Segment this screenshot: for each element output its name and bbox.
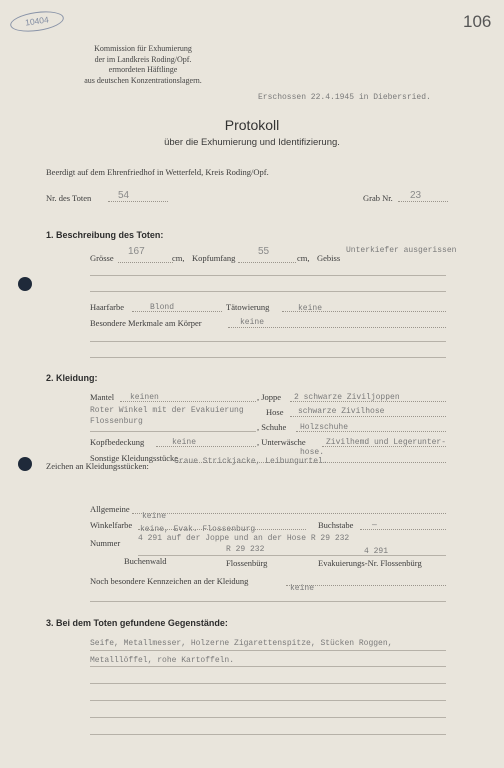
hair-value: Blond [150, 303, 175, 312]
teeth-value: Unterkiefer ausgerissen [346, 246, 457, 255]
angle-color-value: keine, Evak. Flossenburg [140, 525, 256, 534]
marks-label: Besondere Merkmale am Körper [90, 318, 202, 328]
trousers-label: Hose [266, 407, 284, 417]
page-subtitle: über die Exhumierung und Identifizierung. [164, 137, 340, 148]
other-clothing-label: Sonstige Kleidungsstücke [90, 453, 179, 463]
commission-line-2: der im Landkreis Roding/Opf. [94, 54, 192, 64]
buried-line: Beerdigt auf dem Ehrenfriedhof in Wetterfeld, Kreis Roding/Opf. [46, 167, 269, 177]
buchenwald-number-value: R 29 232 [226, 545, 265, 554]
number-value: 4 291 auf der Joppe und an der Hose R 29 232 [138, 534, 350, 543]
col-flossenburg: Flossenbürg [226, 558, 268, 568]
punch-hole-bottom [18, 457, 32, 471]
tattoo-label: Tätowierung [226, 302, 270, 312]
cm-label-1: cm, [172, 253, 185, 263]
grave-number-label: Grab Nr. [363, 193, 393, 203]
jacket-value: 2 schwarze Ziviljoppen [294, 393, 400, 402]
cm-label-2: cm, [297, 253, 310, 263]
head-value: 55 [258, 246, 270, 257]
commission-line-4: aus deutschen Konzentrationslagern. [84, 75, 202, 85]
section-2-heading: 2. Kleidung: [46, 373, 98, 383]
general-label: Allgemeine [90, 504, 130, 514]
number-label: Nummer [90, 538, 121, 548]
col-buchenwald: Buchenwald [124, 556, 167, 566]
underwear-value-1: Zivilhemd und Legerunter- [326, 438, 447, 447]
head-label: Kopfumfang [192, 253, 236, 263]
section-3-heading: 3. Bei dem Toten gefundene Gegenstände: [46, 618, 228, 628]
letter-label: Buchstabe [318, 520, 354, 530]
dead-number-value: 54 [118, 190, 130, 201]
coat-label: Mantel [90, 392, 115, 402]
underwear-value-2: hose. [300, 448, 325, 457]
found-items-line-2: Metalllöffel, rohe Kartoffeln. [90, 656, 235, 665]
underwear-label: , Unterwäsche [257, 437, 306, 447]
page-number: 106 [463, 12, 492, 31]
evacuation-number-value: 4 291 [364, 547, 389, 556]
grave-number-value: 23 [410, 190, 422, 201]
commission-line-1: Kommission für Exhumierung [94, 44, 192, 53]
commission-header [68, 44, 218, 86]
hair-label: Haarfarbe [90, 302, 124, 312]
dead-number-label: Nr. des Toten [46, 193, 92, 203]
jacket-label: , Joppe [257, 392, 282, 402]
general-value: keine [142, 512, 167, 521]
headwear-value: keine [172, 438, 197, 447]
teeth-label: Gebiss [317, 253, 341, 263]
archive-stamp: 10404 [9, 8, 65, 34]
extra-marks-label: Noch besondere Kennzeichen an der Kleidung [90, 576, 249, 586]
page-title: Protokoll [224, 117, 280, 133]
size-label: Grösse [90, 253, 114, 263]
marks-value: keine [240, 318, 265, 327]
size-value: 167 [128, 246, 145, 257]
extra-marks-value: keine [290, 584, 315, 593]
shoes-label: , Schuhe [257, 422, 287, 432]
letter-value: — [372, 521, 377, 530]
trousers-value: schwarze Zivilhose [298, 407, 385, 416]
flossenburg-note: Flossenburg [90, 417, 143, 426]
punch-hole-top [18, 277, 32, 291]
angle-color-label: Winkelfarbe [90, 520, 133, 530]
shoes-value: Holzschuhe [300, 423, 349, 432]
marks-heading: Zeichen an Kleidungsstücken: [46, 461, 149, 471]
commission-line-3: ermordeten Häftlinge [108, 65, 178, 74]
jacket-extra: Roter Winkel mit der Evakuierung [90, 406, 244, 415]
tattoo-value: keine [298, 304, 323, 313]
headwear-label: Kopfbedeckung [90, 437, 145, 447]
found-items-line-1: Seife, Metallmesser, Holzerne Zigarettenspitze, Stücken Roggen, [90, 639, 393, 648]
col-evacuation: Evakuierungs-Nr. Flossenbürg [318, 558, 422, 568]
other-clothing-value: Graue Strickjacke, Leibungurtel. [174, 457, 328, 466]
section-1-heading: 1. Beschreibung des Toten: [46, 230, 164, 240]
shot-note: Erschossen 22.4.1945 in Diebersried. [258, 93, 431, 102]
coat-value: keinen [130, 393, 159, 402]
